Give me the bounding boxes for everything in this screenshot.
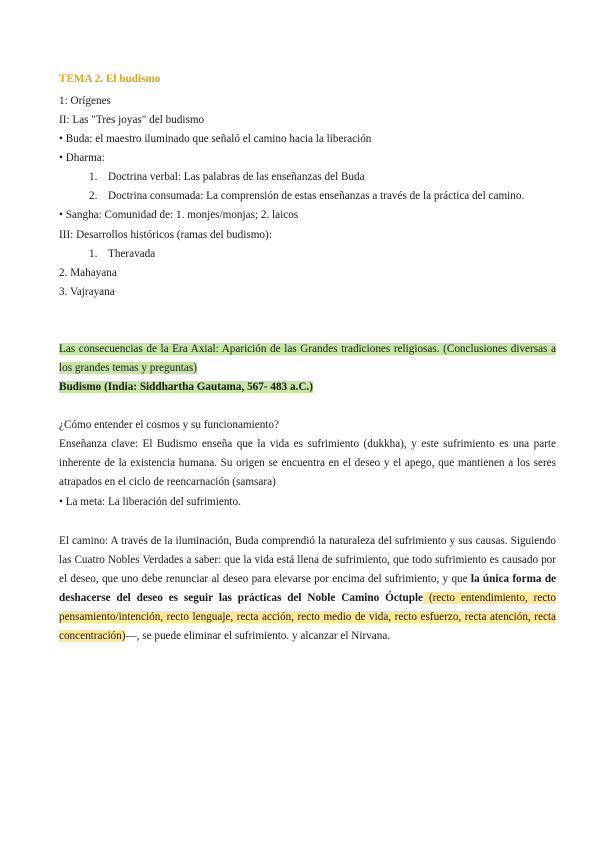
path-line-2: las Cuatro Nobles Verdades a saber: que la vida está llena de sufrimiento, que todo sufrimiento es causado por: [59, 554, 556, 566]
outline-line-historical: III: Desarrollos históricos (ramas del budismo):: [59, 229, 272, 241]
list-number: 1.: [89, 248, 98, 260]
teaching-line-3: atrapados en el ciclo de reencarnación (samsara): [59, 476, 276, 488]
path-line-6: concentración)—, se puede eliminar el sufrimiento. y alcanzar el Nirvana.: [59, 630, 391, 642]
path-line-1: El camino: A través de la iluminación, Buda comprendió la naturaleza del sufrimiento y sus causas. Siguiendo: [59, 535, 556, 547]
teaching-line-1: Enseñanza clave: El Budismo enseña que la vida es sufrimiento (dukkha), y este sufrimiento es una parte: [59, 438, 556, 450]
budismo-heading: Budismo (India: Siddhartha Gautama, 567- 483 a.C.): [59, 381, 313, 393]
outline-line-three-jewels: II: Las "Tres joyas" del budismo: [59, 114, 205, 126]
axial-line-2: los grandes temas y preguntas): [59, 362, 197, 374]
teaching-line-2: inherente de la existencia humana. Su origen se encuentra en el deseo y el apego, que mantienen a los seres: [59, 457, 556, 469]
page-title: TEMA 2. El budismo: [59, 73, 161, 85]
goal-line: • La meta: La liberación del sufrimiento.: [59, 496, 241, 508]
outline-line-buda: • Buda: el maestro iluminado que señaló el camino hacia la liberación: [59, 133, 372, 145]
list-text: Theravada: [108, 248, 156, 260]
list-text: Doctrina verbal: Las palabras de las enseñanzas del Buda: [108, 171, 365, 183]
axial-line-1: Las consecuencias de la Era Axial: Aparición de las Grandes tradiciones religiosas. (Conclusiones diversas a: [59, 343, 556, 355]
path-line-4: deshacerse del deseo es seguir las prácticas del Noble Camino Óctuple (recto entendimiento, recto: [59, 592, 556, 604]
list-text: Doctrina consumada: La comprensión de estas enseñanzas a través de la práctica del camino.: [108, 190, 525, 202]
outline-line-mahayana: 2. Mahayana: [59, 267, 117, 279]
outline-line-vajrayana: 3. Vajrayana: [59, 286, 115, 298]
list-number: 1.: [89, 171, 98, 183]
path-line-5: pensamiento/intención, recto lenguaje, recta acción, recto medio de vida, recto esfuerzo, recta atención, recta: [59, 611, 556, 623]
outline-line-dharma: • Dharma:: [59, 152, 105, 164]
cosmos-question: ¿Cómo entender el cosmos y su funcionamiento?: [59, 419, 279, 431]
path-line-3: el deseo, que uno debe renunciar al deseo para elevarse por encima del sufrimiento, y que la única forma de: [59, 573, 557, 585]
outline-line-origins: 1: Orígenes: [59, 95, 111, 107]
outline-line-sangha: • Sangha: Comunidad de: 1. monjes/monjas; 2. laicos: [59, 209, 299, 221]
list-number: 2.: [89, 190, 98, 202]
